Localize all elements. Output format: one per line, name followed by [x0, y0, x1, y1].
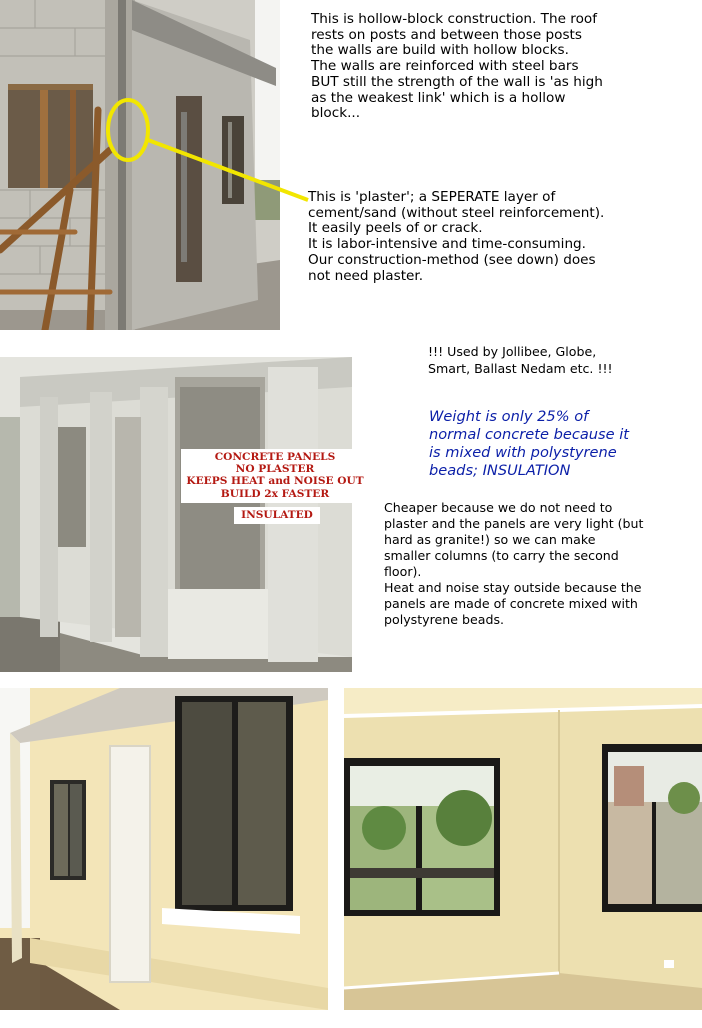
concrete-panels-label: CONCRETE PANELS NO PLASTER KEEPS HEAT and NOISE OUT BUILD 2x FASTER	[181, 449, 369, 503]
hollow-block-description: This is hollow-block construction. The roof rests on posts and between those posts the walls are build with hollow blocks. The walls are reinforced with steel bars BUT still the strength of the wall is 'as high as the weakest link' which is a hollow block...	[311, 11, 603, 122]
finished-interior-photo	[344, 688, 702, 1010]
finished-interior-illustration	[344, 688, 702, 1010]
weight-note: Weight is only 25% of normal concrete because it is mixed with polystyrene beads; INSULATION	[429, 408, 630, 479]
cheaper-explanation: Cheaper because we do not need to plaster and the panels are very light (but hard as granite!) so we can make smaller columns (to carry the second floor). Heat and noise stay outside because the panels are made of concrete mixed with polystyrene beads.	[384, 500, 644, 627]
finished-exterior-photo	[0, 688, 328, 1010]
finished-exterior-illustration	[0, 688, 328, 1010]
used-by-clients: !!! Used by Jollibee, Globe, Smart, Ballast Nedam etc. !!!	[428, 344, 613, 376]
insulated-label: INSULATED	[234, 507, 320, 524]
plaster-description: This is 'plaster'; a SEPERATE layer of cement/sand (without steel reinforcement). It easily peels of or crack. It is labor-intensive and time-consuming. Our construction-method (see down) does not need plaster.	[308, 189, 605, 284]
